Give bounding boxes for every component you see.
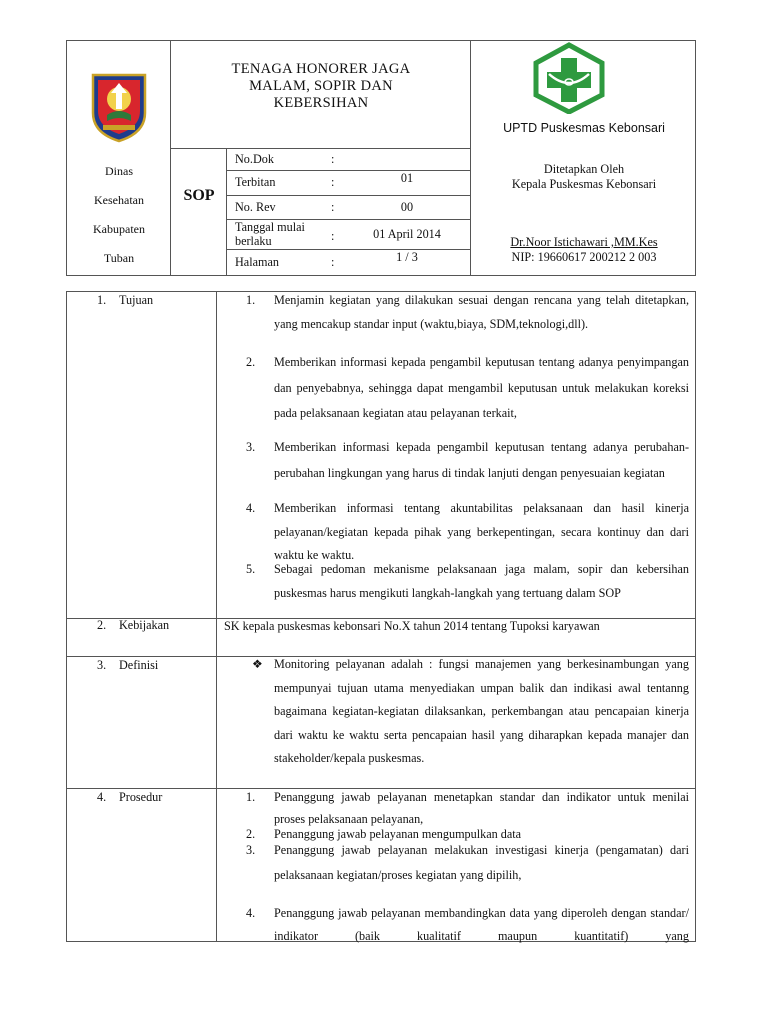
list-item: [224, 289, 689, 336]
item-number: 1.: [246, 790, 256, 804]
item-text: Menjamin kegiatan yang dilakukan sesuai dengan rencana yang telah ditetapkan, yang mencakup standar input (waktu,biaya, SDM,teknologi,dll).: [274, 293, 689, 331]
department-line: Dinas: [105, 164, 133, 178]
tuban-emblem-logo: [89, 71, 149, 143]
doc-info-colon: :: [331, 200, 335, 214]
doc-info-value: 01: [400, 171, 414, 185]
item-text: Penanggung jawab pelayanan mengumpulkan data: [274, 827, 522, 841]
item-number: 4.: [246, 501, 256, 515]
document-title: [171, 61, 471, 112]
item-number: 1.: [246, 293, 256, 307]
doc-info-label: Tanggal mulai berlaku: [235, 220, 305, 248]
divider: [226, 195, 470, 196]
divider: [226, 148, 227, 275]
divider: [216, 292, 217, 941]
doc-info-row: [227, 219, 471, 249]
list-item: [224, 558, 689, 605]
doc-info-value: 00: [400, 200, 414, 214]
title-line: MALAM, SOPIR DAN: [249, 78, 393, 94]
puskesmas-logo: [531, 42, 607, 114]
doc-info-colon: :: [331, 175, 335, 189]
section-number: 4.: [97, 790, 107, 804]
department-line: Kabupaten: [93, 222, 145, 236]
sop-label: SOP: [183, 187, 215, 204]
doc-info-label: Terbitan: [235, 175, 276, 189]
item-text: Memberikan informasi kepada pengambil keputusan tentang adanya perubahan-perubahan lingkungan yang harus di tindak lanjuti dengan penyesuaian kegiatan: [274, 440, 689, 480]
item-text: Penanggung jawab pelayanan menetapkan standar dan indikator untuk menilai proses pelaksanaan pelayanan,: [274, 790, 689, 826]
doc-info-label: No.Dok: [235, 152, 274, 166]
header-table: [66, 40, 696, 276]
list-item: [224, 786, 689, 830]
item-number: 2.: [246, 355, 256, 369]
section-title: Prosedur: [119, 790, 163, 804]
sop-body-table: [66, 291, 696, 942]
list-item: [224, 902, 689, 948]
section-number: 2.: [97, 618, 107, 632]
definition-text: Monitoring pelayanan adalah : fungsi manajemen yang berkesinambungan yang mempunyai tujuan utama menyediakan umpan balik dan indikasi awal tentanng bagaimana kegiatan-kegiatan dilaksankan, perkembangan atau pencapaian kinerja dari waktu ke waktu serta pencapaian hasil yang diharapkan kepada manajer dan stakeholder/kepala puskesmas.: [274, 657, 689, 765]
item-number: 5.: [246, 562, 256, 576]
doc-info-value: 01 April 2014: [373, 227, 441, 241]
signer-name: Dr.Noor Istichawari ,MM.Kes: [510, 235, 658, 249]
organization-name: UPTD Puskesmas Kebonsari: [503, 121, 665, 135]
department-name: [67, 157, 171, 273]
section-number: 3.: [97, 658, 107, 672]
title-line: TENAGA HONORER JAGA: [231, 61, 411, 77]
established-by: Ditetapkan Oleh: [543, 162, 625, 176]
item-number: 4.: [246, 906, 256, 920]
item-text: Memberikan informasi tentang akuntabilitas pelaksanaan dan hasil kinerja pelayanan/kegiatan kepada pihak yang berkepentingan, secara kontinuy dan dari waktu ke waktu.: [274, 501, 689, 562]
head-title: Kepala Puskesmas Kebonsari: [511, 177, 657, 191]
item-text: Penanggung jawab pelayanan membandingkan data yang diperoleh dengan standar/ indikator (baik kualitatif maupun kuantitatif) yang: [274, 906, 689, 943]
divider: [170, 148, 470, 149]
section-number: 1.: [97, 293, 107, 307]
item-number: 3.: [246, 440, 256, 454]
doc-info-label: No. Rev: [235, 200, 276, 214]
department-line: Tuban: [103, 251, 135, 265]
department-line: Kesehatan: [94, 193, 144, 207]
item-text: Memberikan informasi kepada pengambil keputusan tentang adanya penyimpangan dan penyebabnya, sehingga dapat mengambil keputusan untuk melakukan koreksi pada pelaksanaan kegiatan atau pelayanan terkait,: [274, 355, 689, 420]
policy-text: SK kepala puskesmas kebonsari No.X tahun 2014 tentang Tupoksi karyawan: [224, 619, 600, 633]
item-text: Penanggung jawab pelayanan melakukan investigasi kinerja (pengamatan) dari pelaksanaan kegiatan/proses kegiatan yang dipilih,: [274, 843, 689, 882]
section-title: Tujuan: [119, 293, 154, 307]
item-number: 2.: [246, 827, 256, 841]
doc-info-colon: :: [331, 229, 335, 243]
list-item: [224, 497, 689, 568]
doc-info-colon: :: [331, 255, 335, 269]
item-text: Sebagai pedoman mekanisme pelaksanaan jaga malam, sopir dan kebersihan puskesmas harus mengikuti langkah-langkah yang tertuang dalam SOP: [274, 562, 689, 600]
doc-info-label: Halaman: [235, 255, 279, 269]
doc-info-colon: :: [331, 152, 335, 166]
item-number: 3.: [246, 843, 256, 857]
definition-item: [224, 653, 689, 771]
section-title: Kebijakan: [119, 618, 170, 632]
list-item: [224, 838, 689, 888]
list-item: [224, 350, 689, 427]
title-line: KEBERSIHAN: [273, 95, 369, 111]
list-item: [224, 434, 689, 486]
diamond-bullet-icon: ❖: [252, 657, 263, 671]
signer-nip: NIP: 19660617 200212 2 003: [511, 250, 657, 264]
doc-info-value: 1 / 3: [396, 250, 418, 264]
section-title: Definisi: [119, 658, 159, 672]
